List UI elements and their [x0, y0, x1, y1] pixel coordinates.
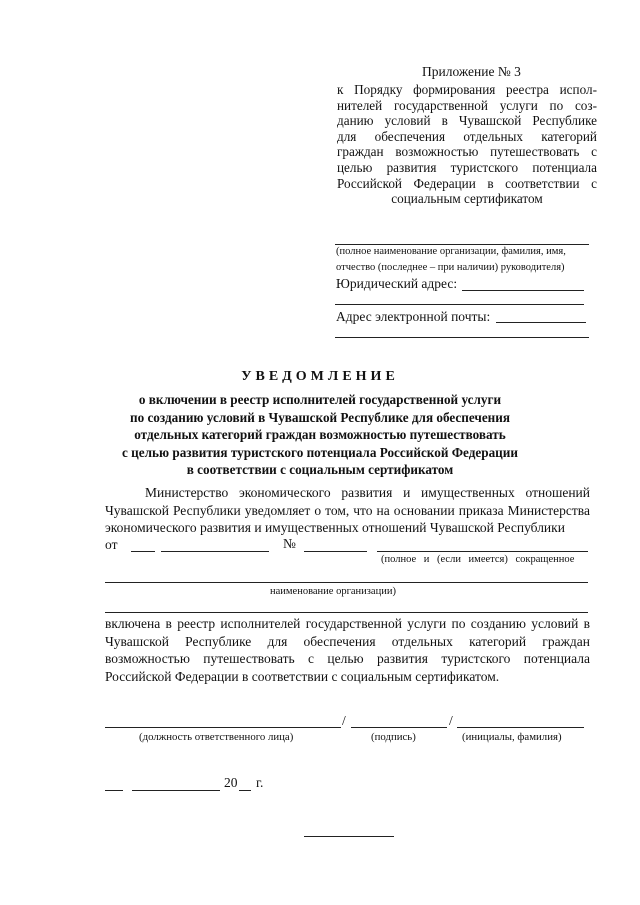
- sign-date-year-prefix: 20: [224, 775, 238, 790]
- sign-date-day-line: [105, 790, 123, 791]
- order-number-line: [304, 551, 367, 552]
- sign-date-month-line: [132, 790, 220, 791]
- subtitle-line: о включении в реестр исполнителей государственной услуги: [138, 392, 502, 407]
- slash-1: /: [342, 713, 346, 728]
- org-name-line-2: [105, 582, 588, 583]
- subtitle-line: отдельных категорий граждан возможностью путешествовать: [134, 427, 506, 442]
- signature-caption: (подпись): [371, 731, 416, 743]
- name-caption: (инициалы, фамилия): [462, 731, 562, 743]
- recipient-caption-2: отчество (последнее – при наличии) руководителя): [336, 262, 565, 273]
- email-line-2: [335, 337, 589, 338]
- legal-address-line: [462, 290, 584, 291]
- subtitle-line: по созданию условий в Чувашской Республике для обеспечения: [129, 409, 511, 425]
- org-caption-1: (полное и (если имеется) сокращенное: [381, 554, 575, 565]
- appendix-line: Российской Федерации в соответствии с: [337, 175, 597, 191]
- email-line: [496, 322, 586, 323]
- position-caption: (должность ответственного лица): [139, 731, 294, 743]
- slash-2: /: [449, 713, 453, 728]
- appendix-last-line: социальным сертификатом: [391, 191, 543, 207]
- org-caption-2: наименование организации): [270, 586, 396, 597]
- notice-subtitle: [110, 391, 530, 479]
- number-label: №: [283, 536, 296, 551]
- appendix-line: к Порядку формирования реестра испол-: [337, 82, 597, 97]
- sign-date-year-suffix: г.: [256, 775, 264, 790]
- org-name-line-1: [377, 551, 588, 552]
- subtitle-line: с целью развития туристского потенциала Российской Федерации: [122, 444, 518, 460]
- legal-address-label: Юридический адрес:: [336, 276, 458, 291]
- name-line: [457, 727, 584, 728]
- appendix-line: целью развития туристского потенциала: [337, 159, 597, 175]
- appendix-line: для обеспечения отдельных категорий: [337, 128, 597, 144]
- appendix-line: граждан возможностью путешествовать с: [337, 144, 597, 160]
- appendix-line: нителей государственной услуги по соз-: [337, 97, 597, 113]
- appendix-line: данию условий в Чувашской Республике: [337, 113, 597, 129]
- org-name-line-3: [105, 612, 588, 613]
- body-paragraph-2: включена в реестр исполнителей государственной услуги по созданию условий в Чувашской Республике для обеспечения отдельных категорий граждан возможностью путешествовать с целью развития туристского потенциала Российской Федерации в соответствии с социальным сертификатом.: [105, 616, 590, 684]
- recipient-name-line: [335, 244, 589, 245]
- signature-line: [351, 727, 447, 728]
- recipient-caption-1: (полное наименование организации, фамилия, имя,: [336, 246, 566, 257]
- date-month-line: [161, 551, 269, 552]
- appendix-text: [337, 82, 597, 207]
- sign-date-year-line: [239, 790, 251, 791]
- date-day-line: [131, 551, 155, 552]
- position-line: [105, 727, 341, 728]
- appendix-title: Приложение № 3: [422, 64, 521, 79]
- from-label: от: [105, 537, 118, 552]
- legal-address-line-2: [335, 304, 584, 305]
- subtitle-line: в соответствии с социальным сертификатом: [186, 462, 454, 477]
- notice-title: УВЕДОМЛЕНИЕ: [241, 369, 399, 384]
- email-label: Адрес электронной почты:: [336, 309, 491, 324]
- body-paragraph-1: Министерство экономического развития и имущественных отношений Чувашской Республики уведомляет о том, что на основании приказа Министерства экономического развития и имущественных отношений Чувашской Республики: [105, 485, 590, 536]
- bottom-separator: [304, 836, 394, 837]
